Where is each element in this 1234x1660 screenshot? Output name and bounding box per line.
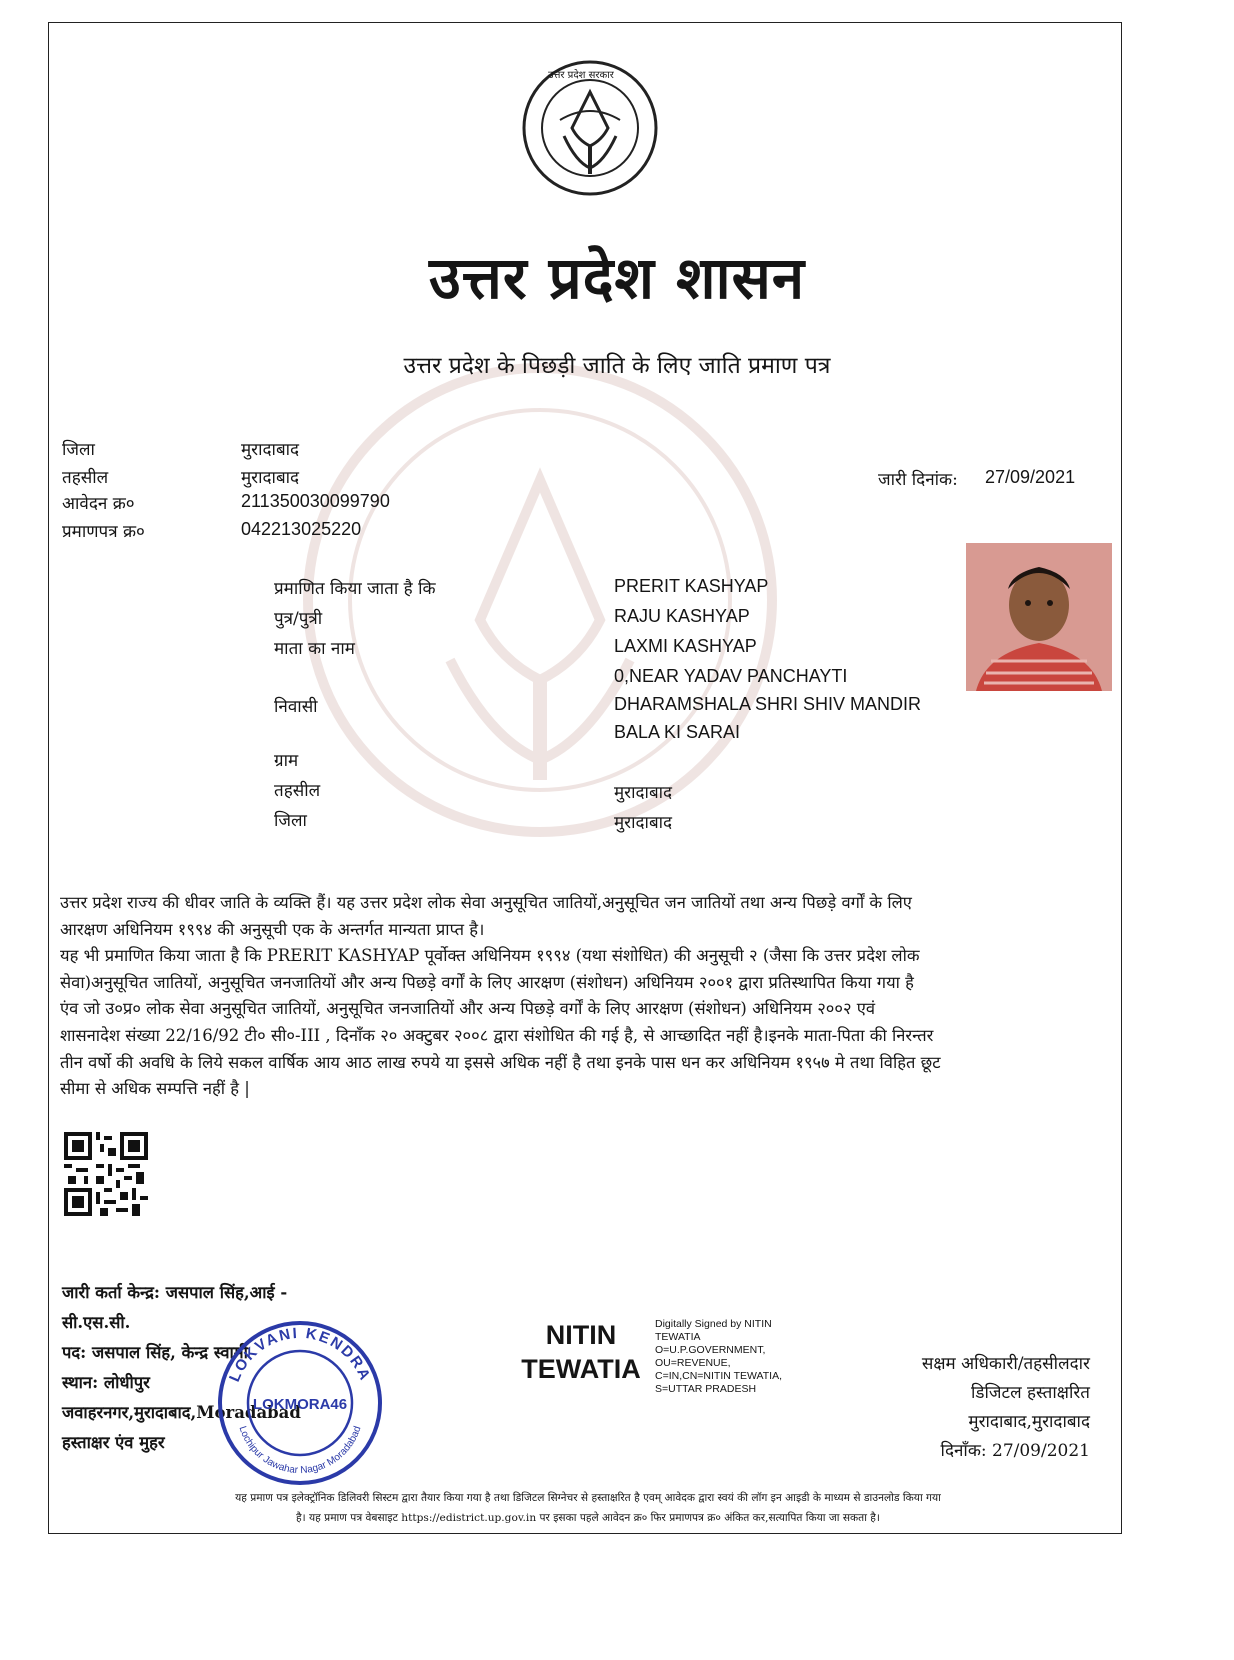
signature-detail: O=U.P.GOVERNMENT, — [655, 1344, 766, 1356]
body-line: तीन वर्षो की अवधि के लिये सकल वार्षिक आय आठ लाख रुपये या इससे अधिक नहीं है तथा इनके पास धन कर अधिनियम १९५७ मे तथा विहित छूट — [60, 1052, 941, 1072]
certificate-number-label: प्रमाणपत्र क्र० — [62, 522, 145, 542]
issuer-line: पद: जसपाल सिंह, केन्द्र स्वामी — [62, 1343, 248, 1362]
person-tehsil-value: मुरादाबाद — [614, 783, 673, 803]
person-name: PRERIT KASHYAP — [614, 576, 769, 596]
mother-label: माता का नाम — [274, 639, 355, 659]
issue-date-value: 27/09/2021 — [985, 467, 1076, 487]
relation-label: पुत्र/पुत्री — [274, 609, 323, 629]
district-value: मुरादाबाद — [241, 440, 300, 460]
issue-date-label: जारी दिनांक: — [878, 470, 958, 490]
body-line: सीमा से अधिक सम्पत्ति नहीं है | — [60, 1079, 250, 1099]
tehsil-label: तहसील — [62, 468, 109, 488]
svg-text:LOKVANI KENDRA — [226, 1325, 374, 1384]
body-line: सेवा)अनुसूचित जातियों, अनुसूचित जनजातियों और अन्य पिछड़े वर्गों के लिए आरक्षण (संशोधन) अधिनियम २००१ द्वारा प्रतिस्थापित किया गया है — [60, 972, 914, 992]
body-line: उत्तर प्रदेश राज्य की धीवर जाति के व्यक्ति हैं। यह उत्तर प्रदेश लोक सेवा अनुसूचित जातियों,अनुसूचित जन जातियों तथा अन्य पिछड़े वर्गों के लिए — [60, 893, 912, 912]
certificate-number-value: 042213025220 — [241, 519, 362, 539]
address-line-1: 0,NEAR YADAV PANCHAYTI — [614, 666, 848, 686]
digital-signature-details — [655, 1318, 782, 1396]
father-name: RAJU KASHYAP — [614, 606, 750, 626]
officer-line: सक्षम अधिकारी/तहसीलदार — [921, 1354, 1090, 1374]
certificate-body — [60, 890, 1120, 1103]
issuer-line: जवाहरनगर,मुरादाबाद,Moradabad — [62, 1403, 301, 1422]
person-tehsil-label: तहसील — [274, 781, 321, 801]
verification-footer — [58, 1488, 1118, 1528]
tehsil-value: मुरादाबाद — [241, 468, 300, 488]
digital-signature-name — [516, 1318, 646, 1386]
lokvani-kendra-stamp — [215, 1318, 385, 1488]
signature-detail: C=IN,CN=NITIN TEWATIA, — [655, 1370, 782, 1382]
watermark-emblem — [300, 360, 780, 840]
signature-detail: OU=REVENUE, — [655, 1357, 731, 1369]
officer-line: डिजिटल हस्ताक्षरित — [971, 1383, 1090, 1403]
certified-label: प्रमाणित किया जाता है कि — [274, 579, 436, 599]
stamp-bottom-text: Lochipur Jawahar Nagar Moradabad — [236, 1424, 364, 1477]
emblem-ring-text: उत्तर प्रदेश सरकार — [548, 70, 614, 81]
page-title: उत्तर प्रदेश शासन — [428, 244, 806, 312]
stamp-code: LOKMORA46 — [252, 1396, 348, 1413]
issuer-line: सी.एस.सी. — [62, 1313, 131, 1332]
body-line: शासनादेश संख्या 22/16/92 टी० सी०-III , दिनाँक २० अक्टुबर २००८ द्वारा संशोधित की गई है, से आच्छादित नहीं है।इनके माता-पिता की निरन्तर — [60, 1025, 934, 1045]
mother-name: LAXMI KASHYAP — [614, 636, 757, 656]
verification-qr-code — [64, 1132, 148, 1216]
district-label: जिला — [62, 440, 95, 460]
person-district-value: मुरादाबाद — [614, 813, 673, 833]
resident-label: निवासी — [274, 697, 318, 717]
footer-line: यह प्रमाण पत्र इलेक्ट्रॉनिक डिलिवरी सिस्टम द्वारा तैयार किया गया है तथा डिजिटल सिग्नेचर से हस्ताक्षरित है एवम् आवेदक द्वारा स्वयं की लॉग इन आइडी के माध्यम से डाउनलोड किया गया — [235, 1492, 941, 1504]
address-line-2: DHARAMSHALA SHRI SHIV MANDIR — [614, 694, 922, 714]
village-label: ग्राम — [274, 751, 299, 771]
officer-line: मुरादाबाद,मुरादाबाद — [968, 1412, 1090, 1432]
signature-detail: S=UTTAR PRADESH — [655, 1383, 757, 1395]
person-district-label: जिला — [274, 811, 307, 831]
issuer-line: हस्ताक्षर एंव मुहर — [62, 1433, 165, 1452]
application-number-label: आवेदन क्र० — [62, 494, 135, 514]
competent-officer — [860, 1350, 1090, 1466]
footer-line: है। यह प्रमाण पत्र वेबसाइट https://edistrict.up.gov.in पर इसका पहले आवेदन क्र० फिर प्रमाणपत्र क्र० अंकित कर,सत्यापित किया जा सकता है। — [296, 1512, 880, 1524]
signature-detail: TEWATIA — [655, 1331, 701, 1343]
body-line: आरक्षण अधिनियम १९९४ की अनुसूची एक के अन्तर्गत मान्यता प्राप्त है। — [60, 919, 485, 939]
stamp-ring-text: LOKVANI KENDRA — [226, 1324, 374, 1385]
signer-last-name: TEWATIA — [521, 1354, 641, 1384]
signature-detail: Digitally Signed by NITIN — [655, 1318, 772, 1330]
body-line: एंव जो उ०प्र० लोक सेवा अनुसूचित जातियों, अनुसूचित जनजातियों और अन्य पिछड़े वर्गों के लिए आरक्षण (संशोधन) अधिनियम २००२ एवं — [60, 999, 876, 1019]
issuer-line: स्थान: लोधीपुर — [62, 1373, 150, 1392]
address-line-3: BALA KI SARAI — [614, 722, 741, 742]
certificate-subtitle: उत्तर प्रदेश के पिछड़ी जाति के लिए जाति प्रमाण पत्र — [403, 353, 831, 379]
body-line: यह भी प्रमाणित किया जाता है कि PRERIT KASHYAP पूर्वोक्त अधिनियम १९९४ (यथा संशोधित) की अनुसूची २ (जैसा कि उत्तर प्रदेश लोक — [60, 946, 920, 966]
officer-line: दिनाँक: 27/09/2021 — [940, 1441, 1090, 1461]
issuer-line: जारी कर्ता केन्द्र: जसपाल सिंह,आई - — [62, 1283, 288, 1302]
application-number-value: 211350030099790 — [241, 491, 390, 511]
applicant-photo — [966, 543, 1112, 691]
signer-first-name: NITIN — [545, 1320, 617, 1350]
